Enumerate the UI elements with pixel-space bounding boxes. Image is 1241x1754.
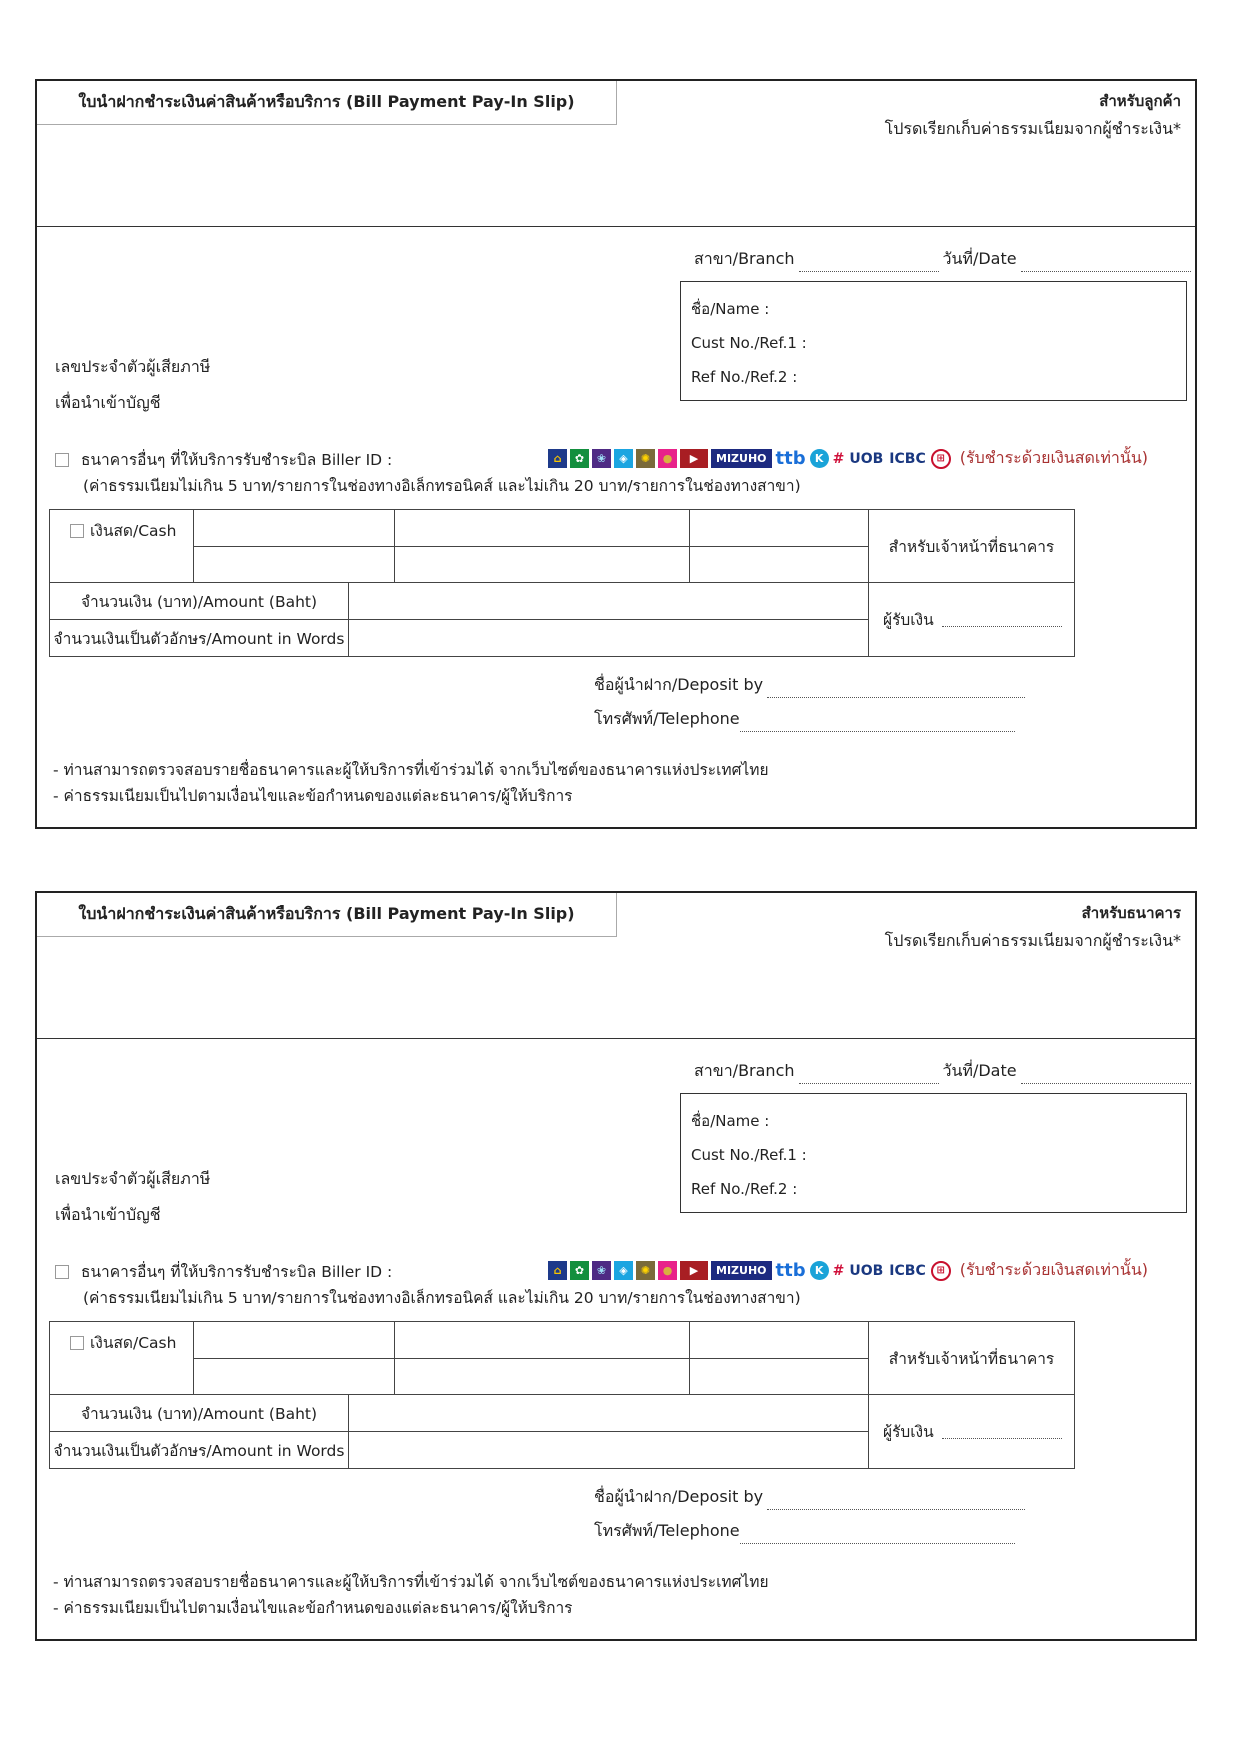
notes — [53, 1569, 769, 1621]
receiver-cell — [868, 582, 1075, 657]
krungsri-logo-icon: ✺ — [636, 449, 655, 468]
branch-date-row — [694, 247, 1195, 272]
bbl-logo-icon: ⌂ — [548, 1261, 567, 1280]
branch-field[interactable] — [799, 1069, 939, 1084]
cash-detail-cell[interactable] — [689, 509, 869, 547]
slip-title: ใบนำฝากชำระเงินค่าสินค้าหรือบริการ (Bill Payment Pay-In Slip) — [37, 81, 617, 125]
kbank-logo-icon: ✿ — [570, 1261, 589, 1280]
branch-date-row — [694, 1059, 1195, 1084]
cash-detail-cell[interactable] — [193, 1358, 395, 1395]
cash-checkbox[interactable] — [70, 524, 84, 538]
amount-label: จำนวนเงิน (บาท)/Amount (Baht) — [80, 1404, 318, 1423]
cash-detail-cell[interactable] — [193, 509, 395, 547]
mizuho-logo-icon: MIZUHO — [711, 449, 772, 468]
customer-info-box — [680, 281, 1187, 401]
deposit-by-row — [594, 1485, 1029, 1510]
amount-field[interactable] — [348, 582, 869, 620]
bank-logos — [548, 446, 1148, 471]
name-label: ชื่อ/Name : — [691, 300, 770, 318]
bank-staff-cell — [868, 1321, 1075, 1395]
receiver-field[interactable] — [942, 612, 1062, 627]
telephone-field[interactable] — [740, 1529, 1015, 1544]
pay-in-slip-customer — [35, 79, 1197, 829]
payment-table — [49, 1321, 1184, 1469]
ktb-logo-icon: ◈ — [614, 1261, 633, 1280]
customer-info-box — [680, 1093, 1187, 1213]
tax-id-label — [55, 1161, 210, 1233]
amount-label: จำนวนเงิน (บาท)/Amount (Baht) — [80, 592, 318, 611]
mizuho-logo-icon: MIZUHO — [711, 1261, 772, 1280]
receiver-label: ผู้รับเงิน — [883, 1423, 934, 1441]
cash-cell — [49, 509, 194, 583]
receiver-field[interactable] — [942, 1424, 1062, 1439]
date-field[interactable] — [1021, 1069, 1191, 1084]
date-label: วันที่/Date — [942, 249, 1017, 268]
kkp-logo-icon: K — [810, 1261, 829, 1280]
fee-note: โปรดเรียกเก็บค่าธรรมเนียมจากผู้ชำระเงิน* — [884, 119, 1181, 138]
ttb-logo-icon: ttb — [775, 1260, 806, 1281]
branch-field[interactable] — [799, 257, 939, 272]
amount-words-field[interactable] — [348, 619, 869, 657]
date-label: วันที่/Date — [942, 1061, 1017, 1080]
amount-words-label-cell — [49, 619, 349, 657]
payment-table — [49, 509, 1184, 657]
ref2-label: Ref No./Ref.2 : — [691, 1180, 798, 1198]
cimb-logo-icon: ▶ — [680, 1261, 708, 1280]
tax-id-label — [55, 349, 210, 421]
deposit-by-row — [594, 673, 1029, 698]
kbank-logo-icon: ✿ — [570, 449, 589, 468]
cash-detail-cell[interactable] — [689, 1321, 869, 1359]
icbc-logo-icon: ⊞ — [931, 1261, 951, 1281]
amount-words-label-cell — [49, 1431, 349, 1469]
scb-logo-icon: ❀ — [592, 1261, 611, 1280]
fee-range-note: (ค่าธรรมเนียมไม่เกิน 5 บาท/รายการในช่องทางอิเล็กทรอนิคส์ และไม่เกิน 20 บาท/รายการในช่องทางสาขา) — [83, 477, 801, 495]
uob-logo-icon: UOB — [849, 450, 884, 467]
bank-staff-cell — [868, 509, 1075, 583]
note-1: - ท่านสามารถตรวจสอบรายชื่อธนาคารและผู้ให้บริการที่เข้าร่วมได้ จากเว็บไซต์ของธนาคารแห่งประเทศไทย — [53, 1573, 769, 1591]
name-label: ชื่อ/Name : — [691, 1112, 770, 1130]
tax-id-line-2: เพื่อนำเข้าบัญชี — [55, 393, 161, 412]
ref1-label: Cust No./Ref.1 : — [691, 334, 807, 352]
branch-label: สาขา/Branch — [694, 249, 795, 268]
tax-id-line-1: เลขประจำตัวผู้เสียภาษี — [55, 357, 211, 376]
cash-detail-cell[interactable] — [689, 546, 869, 583]
deposit-by-label: ชื่อผู้นำฝาก/Deposit by — [594, 675, 764, 694]
date-field[interactable] — [1021, 257, 1191, 272]
fee-note: โปรดเรียกเก็บค่าธรรมเนียมจากผู้ชำระเงิน* — [884, 931, 1181, 950]
other-banks-row — [55, 447, 392, 472]
cash-detail-cell[interactable] — [394, 509, 690, 547]
header-divider — [37, 1038, 1195, 1039]
gsb-logo-icon: ● — [658, 1261, 677, 1280]
gsb-logo-icon: ● — [658, 449, 677, 468]
note-1: - ท่านสามารถตรวจสอบรายชื่อธนาคารและผู้ให้บริการที่เข้าร่วมได้ จากเว็บไซต์ของธนาคารแห่งประเทศไทย — [53, 761, 769, 779]
cash-detail-cell[interactable] — [394, 1358, 690, 1395]
note-2: - ค่าธรรมเนียมเป็นไปตามเงื่อนไขและข้อกำหนดของแต่ละธนาคาร/ผู้ให้บริการ — [53, 1599, 573, 1617]
ref1-label: Cust No./Ref.1 : — [691, 1146, 807, 1164]
notes — [53, 757, 769, 809]
fee-range-note: (ค่าธรรมเนียมไม่เกิน 5 บาท/รายการในช่องทางอิเล็กทรอนิคส์ และไม่เกิน 20 บาท/รายการในช่องทางสาขา) — [83, 1289, 801, 1307]
cash-detail-cell[interactable] — [394, 1321, 690, 1359]
tax-id-line-2: เพื่อนำเข้าบัญชี — [55, 1205, 161, 1224]
telephone-field[interactable] — [740, 717, 1015, 732]
cash-detail-cell[interactable] — [193, 546, 395, 583]
other-banks-label: ธนาคารอื่นๆ ที่ให้บริการรับชำระบิล Biller ID : — [81, 1263, 393, 1281]
kkp-logo-icon: K — [810, 449, 829, 468]
cash-detail-cell[interactable] — [394, 546, 690, 583]
amount-label-cell — [49, 582, 349, 620]
header-divider — [37, 226, 1195, 227]
uob-mark-icon: # — [832, 1262, 845, 1279]
telephone-label: โทรศัพท์/Telephone — [594, 1521, 740, 1540]
note-2: - ค่าธรรมเนียมเป็นไปตามเงื่อนไขและข้อกำหนดของแต่ละธนาคาร/ผู้ให้บริการ — [53, 787, 573, 805]
amount-words-label: จำนวนเงินเป็นตัวอักษร/Amount in Words — [53, 1441, 345, 1460]
uob-mark-icon: # — [832, 450, 845, 467]
icbc-text-icon: ICBC — [889, 1262, 926, 1279]
deposit-by-field[interactable] — [767, 1495, 1025, 1510]
telephone-label: โทรศัพท์/Telephone — [594, 709, 740, 728]
other-banks-checkbox[interactable] — [55, 453, 69, 467]
amount-words-label: จำนวนเงินเป็นตัวอักษร/Amount in Words — [53, 629, 345, 648]
cash-cell — [49, 1321, 194, 1395]
slip-title: ใบนำฝากชำระเงินค่าสินค้าหรือบริการ (Bill Payment Pay-In Slip) — [37, 893, 617, 937]
telephone-row — [594, 707, 1019, 732]
bank-staff-label: สำหรับเจ้าหน้าที่ธนาคาร — [888, 537, 1055, 556]
cash-only-note: (รับชำระด้วยเงินสดเท่านั้น) — [959, 1260, 1148, 1279]
cash-detail-cell[interactable] — [689, 1358, 869, 1395]
other-banks-label: ธนาคารอื่นๆ ที่ให้บริการรับชำระบิล Biller ID : — [81, 451, 393, 469]
icbc-text-icon: ICBC — [889, 450, 926, 467]
copy-label: สำหรับธนาคาร — [1081, 904, 1181, 922]
ttb-logo-icon: ttb — [775, 448, 806, 469]
scb-logo-icon: ❀ — [592, 449, 611, 468]
ref2-label: Ref No./Ref.2 : — [691, 368, 798, 386]
telephone-row — [594, 1519, 1019, 1544]
icbc-logo-icon: ⊞ — [931, 449, 951, 469]
cash-detail-cell[interactable] — [193, 1321, 395, 1359]
bank-logos — [548, 1258, 1148, 1283]
bank-staff-label: สำหรับเจ้าหน้าที่ธนาคาร — [888, 1349, 1055, 1368]
amount-words-field[interactable] — [348, 1431, 869, 1469]
cash-only-note: (รับชำระด้วยเงินสดเท่านั้น) — [959, 448, 1148, 467]
receiver-cell — [868, 1394, 1075, 1469]
cash-label: เงินสด/Cash — [90, 1334, 177, 1352]
deposit-by-label: ชื่อผู้นำฝาก/Deposit by — [594, 1487, 764, 1506]
bbl-logo-icon: ⌂ — [548, 449, 567, 468]
amount-field[interactable] — [348, 1394, 869, 1432]
uob-logo-icon: UOB — [849, 1262, 884, 1279]
amount-label-cell — [49, 1394, 349, 1432]
pay-in-slip-bank — [35, 891, 1197, 1641]
cash-checkbox[interactable] — [70, 1336, 84, 1350]
other-banks-checkbox[interactable] — [55, 1265, 69, 1279]
deposit-by-field[interactable] — [767, 683, 1025, 698]
cash-label: เงินสด/Cash — [90, 522, 177, 540]
tax-id-line-1: เลขประจำตัวผู้เสียภาษี — [55, 1169, 211, 1188]
copy-label: สำหรับลูกค้า — [1099, 92, 1181, 110]
krungsri-logo-icon: ✺ — [636, 1261, 655, 1280]
cimb-logo-icon: ▶ — [680, 449, 708, 468]
receiver-label: ผู้รับเงิน — [883, 611, 934, 629]
branch-label: สาขา/Branch — [694, 1061, 795, 1080]
other-banks-row — [55, 1259, 392, 1284]
ktb-logo-icon: ◈ — [614, 449, 633, 468]
